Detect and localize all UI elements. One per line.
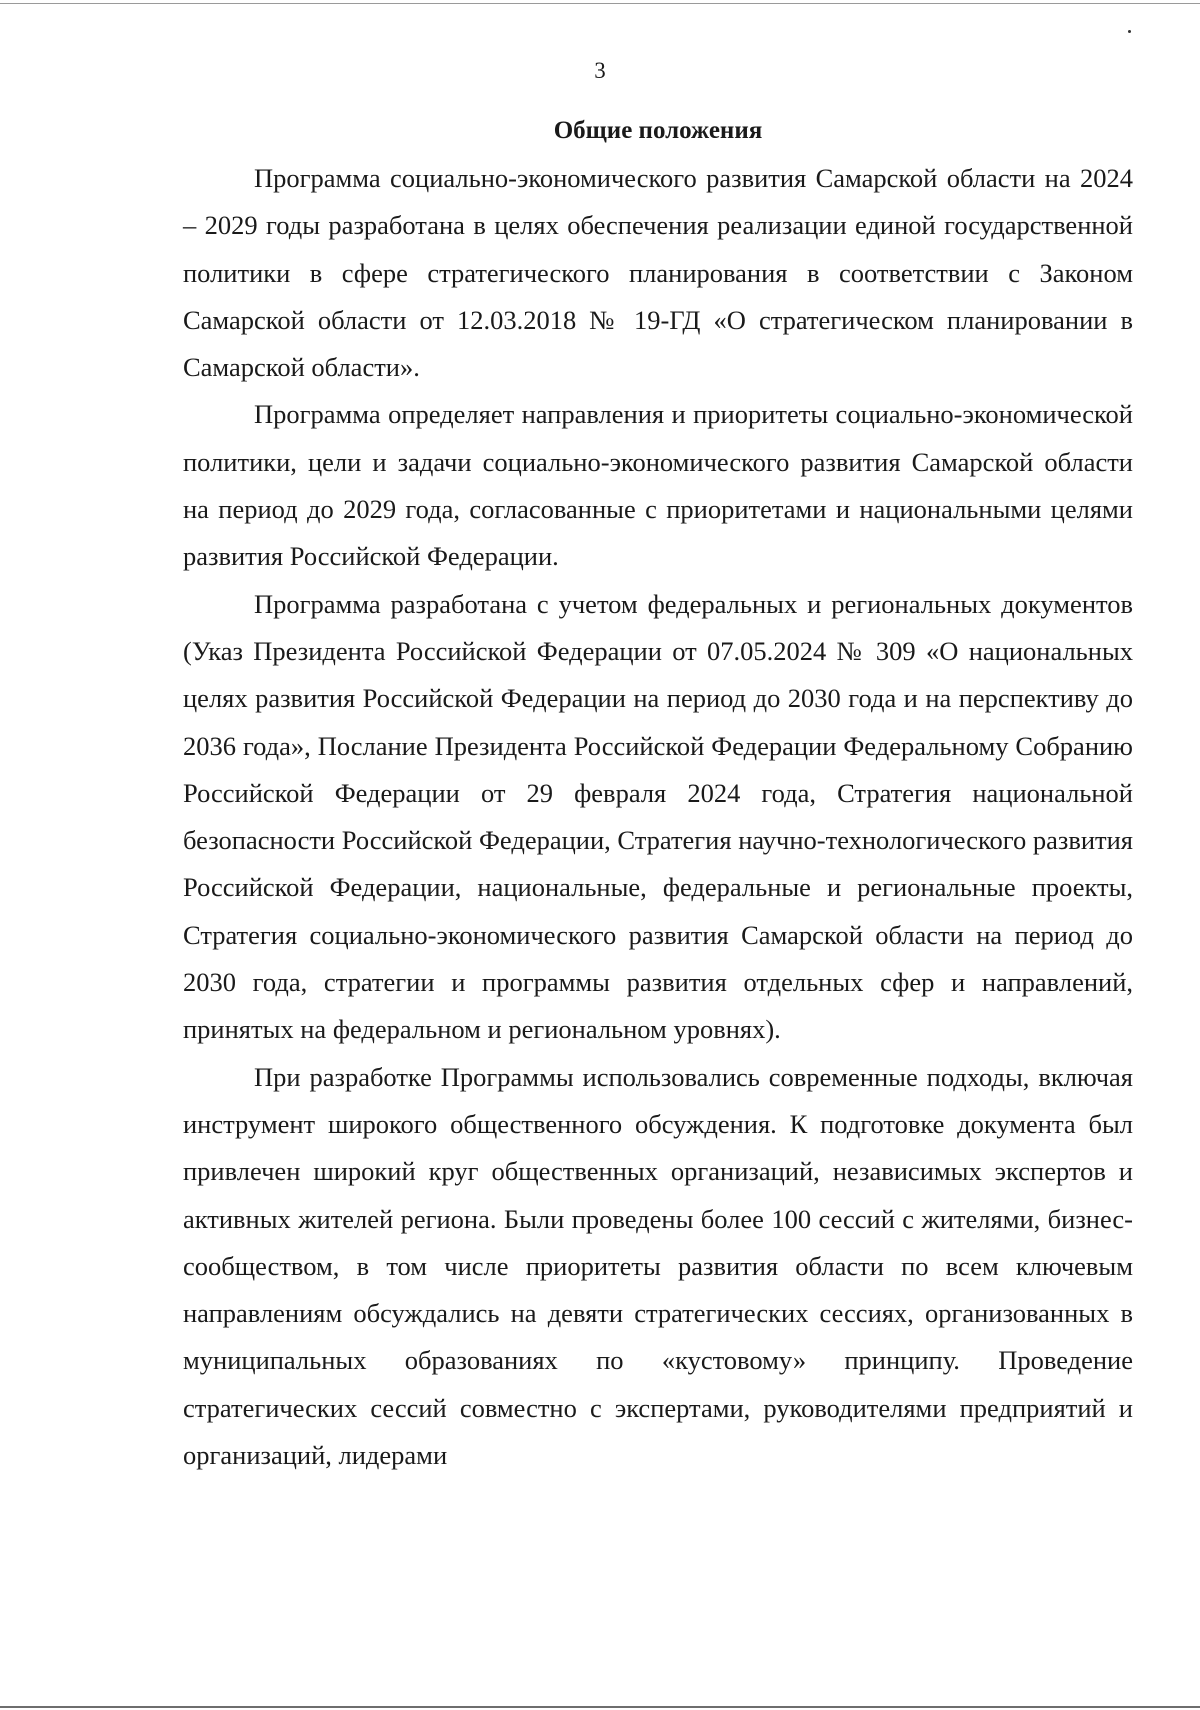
section-heading: Общие положения — [553, 117, 763, 144]
paragraph-1: Программа социально-экономического развития Самарской области на 2024 – 2029 годы разработана в целях обеспечения реализации единой государственной политики в сфере стратегического планирования в соответствии с Законом Самарской области от 12.03.2018 № 19-ГД «О стратегическом планировании в Самарской области». — [183, 163, 1133, 383]
paragraph-2: Программа определяет направления и приоритеты социально-экономической политики, цели и задачи социально-экономического развития Самарской области на период до 2029 года, согласованные с приоритетами и национальными целями развития Российской Федерации. — [183, 399, 1133, 572]
page-number: 3 — [594, 58, 606, 83]
scan-border-top — [0, 3, 1200, 4]
scan-border-bottom — [0, 1706, 1200, 1708]
paragraph-4: При разработке Программы использовались современные подходы, включая инструмент широкого общественного обсуждения. К подготовке документа был привлечен широкий круг общественных организаций, независимых экспертов и активных жителей региона. Были проведены более 100 сессий с жителями, бизнес-сообществом, в том числе приоритеты развития области по всем ключевым направлениям обсуждались на девяти стратегических сессиях, организованных в муниципальных образованиях по «кустовому» принципу. Проведение стратегических сессий совместно с экспертами, руководителями предприятий и организаций, лидерами — [183, 1061, 1133, 1471]
scan-speck — [1128, 30, 1131, 33]
paragraph-3: Программа разработана с учетом федеральных и региональных документов (Указ Президента Российской Федерации от 07.05.2024 № 309 «О национальных целях развития Российской Федерации на период до 2030 года и на перспективу до 2036 года», Послание Президента Российской Федерации Федеральному Собранию Российской Федерации от 29 февраля 2024 года, Стратегия национальной безопасности Российской Федерации, Стратегия научно-технологического развития Российской Федерации, национальные, федеральные и региональные проекты, Стратегия социально-экономического развития Самарской области на период до 2030 года, стратегии и программы развития отдельных сфер и направлений, принятых на федеральном и региональном уровнях). — [183, 588, 1133, 1045]
document-body — [183, 155, 1133, 1479]
